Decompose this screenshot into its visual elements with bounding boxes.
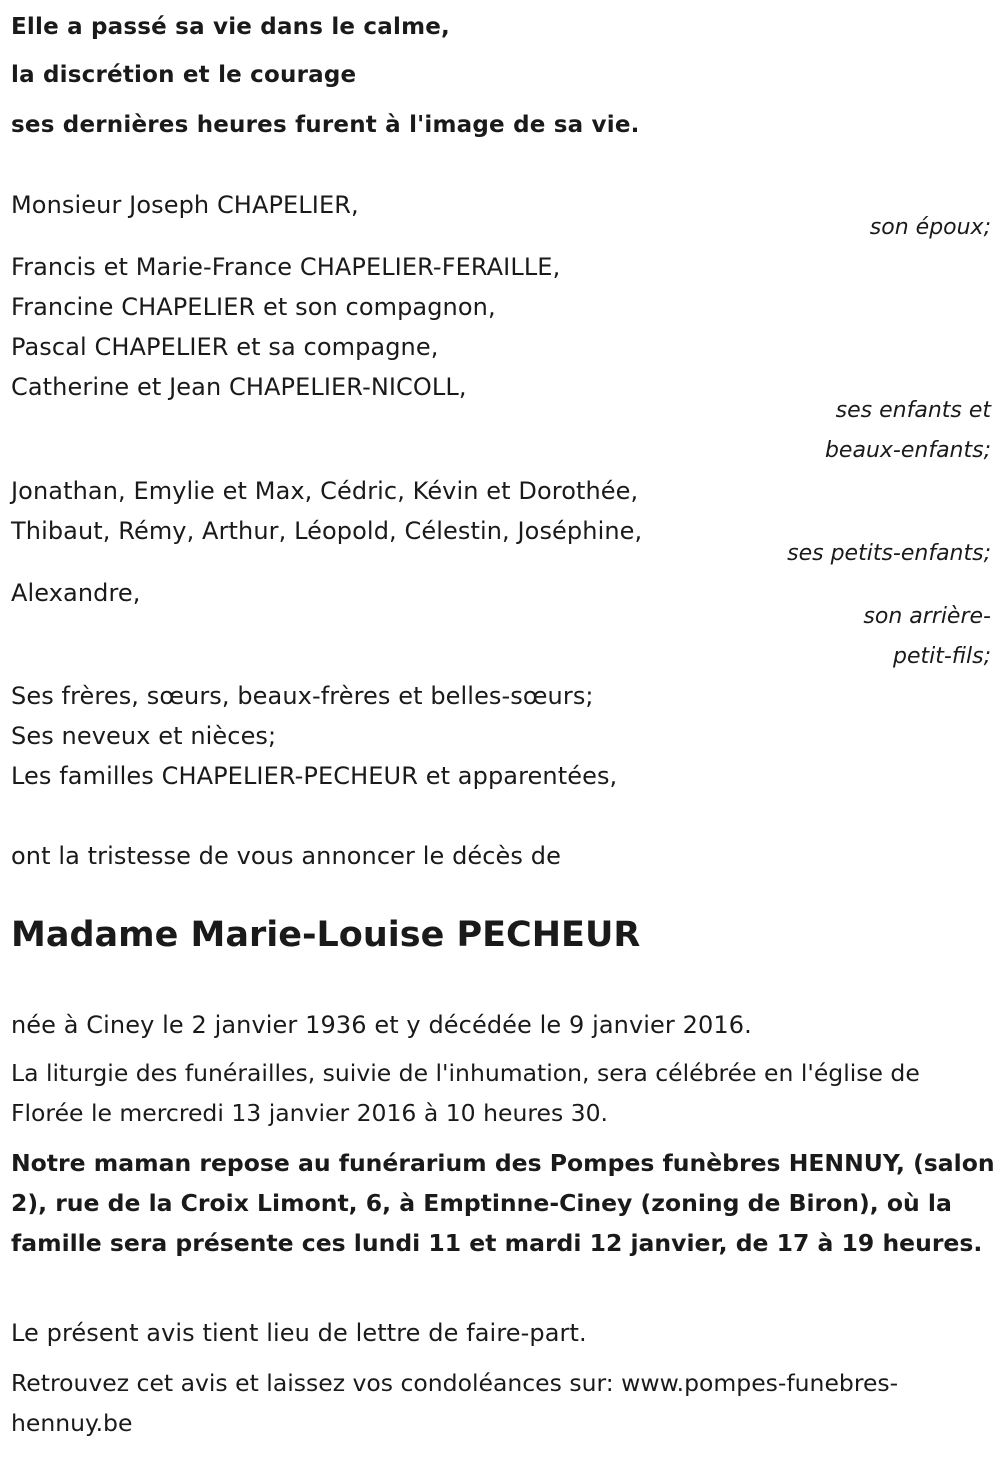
epigraph-line-1: Elle a passé sa vie dans le calme, <box>11 14 450 40</box>
epigraph-line-3: ses dernières heures furent à l'image de sa vie. <box>11 112 640 138</box>
others-line-2: Ses neveux et nièces; <box>11 722 277 750</box>
liturgy-text: La liturgie des funérailles, suivie de l'inhumation, sera célébrée en l'église de Florée le mercredi 13 janvier 2016 à 10 heures 30. <box>11 1059 920 1127</box>
epigraph-line-2: la discrétion et le courage <box>11 62 357 88</box>
condolences-text: Retrouvez cet avis et laissez vos condoléances sur: www.pompes-funebres-hennuy.be <box>11 1369 899 1437</box>
great-grandchild-name: Alexandre, <box>11 579 141 607</box>
spouse-relation: son époux; <box>869 215 991 240</box>
deceased-name: Madame Marie-Louise PECHEUR <box>11 915 641 955</box>
others-line-3: Les familles CHAPELIER-PECHEUR et apparentées, <box>11 762 618 790</box>
great-grandchild-relation-line-1: son arrière- <box>863 604 991 629</box>
funeral-home-text: Notre maman repose au funérarium des Pompes funèbres HENNUY, (salon 2), rue de la Croix Limont, 6, à Emptinne-Ciney (zoning de Biron), où la famille sera présente ces lundi 11 et mardi 12 janvier, de 17 à 19 heures. <box>11 1149 995 1257</box>
child-line-2: Francine CHAPELIER et son compagnon, <box>11 293 496 321</box>
others-line-1: Ses frères, sœurs, beaux-frères et belles-sœurs; <box>11 682 594 710</box>
grandchildren-line-2: Thibaut, Rémy, Arthur, Léopold, Célestin, Joséphine, <box>11 517 643 545</box>
announcement-text: ont la tristesse de vous annoncer le décès de <box>11 842 561 870</box>
children-relation-line-1: ses enfants et <box>835 398 991 423</box>
child-line-4: Catherine et Jean CHAPELIER-NICOLL, <box>11 373 467 401</box>
children-relation-line-2: beaux-enfants; <box>824 438 991 463</box>
grandchildren-relation: ses petits-enfants; <box>787 541 991 566</box>
child-line-1: Francis et Marie-France CHAPELIER-FERAILLE, <box>11 253 561 281</box>
spouse-name: Monsieur Joseph CHAPELIER, <box>11 191 359 219</box>
notice-text: Le présent avis tient lieu de lettre de faire-part. <box>11 1319 587 1347</box>
child-line-3: Pascal CHAPELIER et sa compagne, <box>11 333 439 361</box>
birth-death-text: née à Ciney le 2 janvier 1936 et y décédée le 9 janvier 2016. <box>11 1011 752 1039</box>
grandchildren-line-1: Jonathan, Emylie et Max, Cédric, Kévin et Dorothée, <box>11 477 639 505</box>
great-grandchild-relation-line-2: petit-fils; <box>892 644 991 669</box>
